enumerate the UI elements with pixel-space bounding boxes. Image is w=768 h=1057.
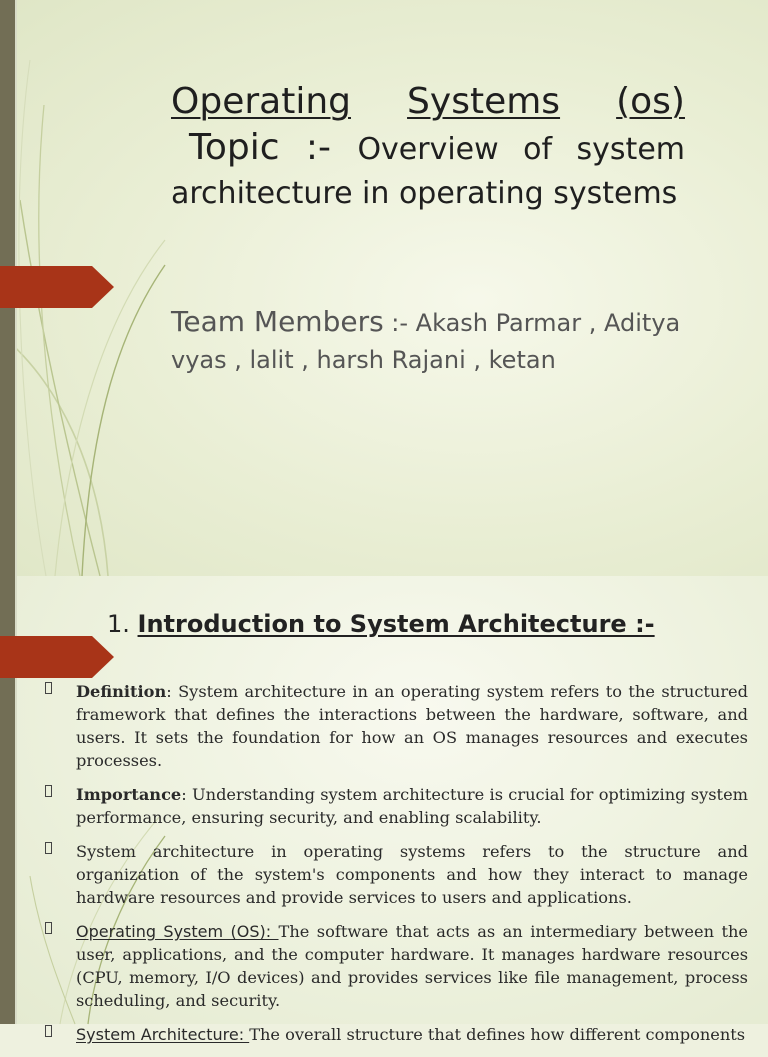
topic-text: Overview of system architecture in operating systems — [171, 132, 685, 211]
section-heading — [107, 608, 747, 640]
title-word: Operating — [171, 81, 351, 122]
team-members — [171, 305, 731, 380]
bullet-text: : Understanding system architecture is crucial for optimizing system performance, ensuring security, and enabling scalability. — [76, 785, 748, 827]
bullet-box-icon — [45, 1025, 52, 1037]
bullet-item — [45, 680, 748, 772]
bullet-list — [45, 680, 748, 1057]
bullet-term: Operating System (OS): — [76, 922, 279, 941]
bullet-term: Importance — [76, 785, 182, 804]
title-word: Systems — [407, 81, 561, 122]
team-label: Team Members — [171, 305, 384, 338]
bullet-text: System architecture in operating systems refers to the structure and organization of the system's components and how they interact to manage hardware resources and provide services to users and applications. — [76, 842, 748, 907]
heading-title: Introduction to System Architecture :- — [137, 610, 655, 638]
topic-label: Topic :- — [189, 127, 358, 168]
bullet-text: The overall structure that defines how different components — [249, 1025, 746, 1044]
bullet-text: : System architecture in an operating system refers to the structured framework that defines the interactions between the hardware, software, and users. It sets the foundation for how an OS manages resources and executes processes. — [76, 682, 748, 770]
bullet-term: Definition — [76, 682, 167, 701]
bullet-box-icon — [45, 922, 52, 934]
title-word: (os) — [616, 81, 685, 122]
presentation-title — [171, 80, 685, 124]
red-arrow-tab — [0, 636, 114, 678]
bullet-item — [45, 840, 748, 909]
bullet-box-icon — [45, 842, 52, 854]
bullet-item — [45, 920, 748, 1012]
topic-line — [171, 128, 685, 218]
heading-number: 1. — [107, 610, 138, 638]
bullet-item — [45, 1023, 748, 1046]
bullet-box-icon — [45, 682, 52, 694]
bullet-text: The software that acts as an intermediary between the user, applications, and the computer hardware. It manages hardware resources (CPU, memory, I/O devices) and provides services like file management, process scheduling, and security. — [76, 922, 748, 1010]
bullet-box-icon — [45, 785, 52, 797]
bullet-term: System Architecture: — [76, 1025, 250, 1044]
team-names: :- Akash Parmar , Aditya vyas , lalit , harsh Rajani , ketan — [171, 309, 681, 374]
bullet-item — [45, 783, 748, 829]
red-arrow-tab — [0, 266, 114, 308]
content-slide — [0, 576, 768, 1044]
